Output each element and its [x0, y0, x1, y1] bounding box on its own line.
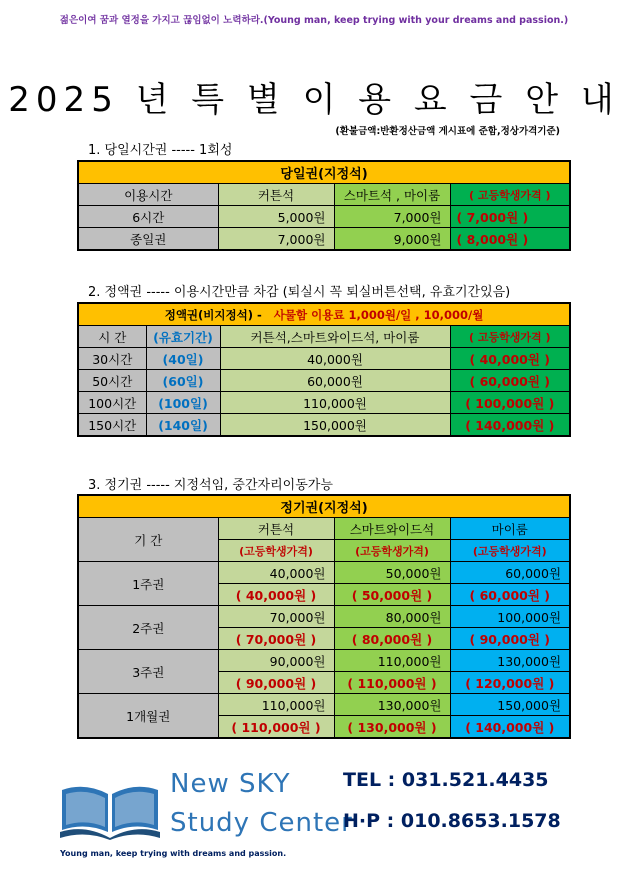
refund-note: (환불금액:반환정산금액 게시표에 준함,정상가격기준): [335, 126, 560, 137]
fixed-amount-banner: [78, 303, 570, 326]
price-cell: 110,000원: [334, 650, 450, 672]
price-cell: 110,000원: [218, 694, 334, 716]
section3-heading: 3. 정기권 ----- 지정석임, 중간자리이동가능: [88, 478, 333, 493]
table-row: [78, 414, 570, 437]
section1-heading: 1. 당일시간권 ----- 1회성: [88, 143, 233, 158]
fixed-amount-table: [77, 302, 571, 437]
banner-title: 정액권(비지정석) -: [164, 307, 262, 322]
student-price: ( 60,000원 ): [450, 370, 570, 392]
student-price: ( 80,000원 ): [334, 628, 450, 650]
price-cell: 40,000원: [220, 348, 450, 370]
row-time: 100시간: [78, 392, 146, 414]
col-myroom: 마이룸: [450, 518, 570, 540]
student-price: ( 110,000원 ): [334, 672, 450, 694]
student-price: ( 110,000원 ): [218, 716, 334, 739]
col-smart-wide: 스마트와이드석: [334, 518, 450, 540]
price-cell: 110,000원: [220, 392, 450, 414]
table-row: [78, 348, 570, 370]
row-label: 1주권: [78, 562, 218, 606]
price-cell: 150,000원: [220, 414, 450, 437]
table-row: [78, 694, 570, 716]
col-validity: (유효기간): [146, 326, 220, 348]
price-cell: 9,000원: [334, 228, 450, 251]
student-price: ( 60,000원 ): [450, 584, 570, 606]
student-price: ( 90,000원 ): [218, 672, 334, 694]
row-time: 50시간: [78, 370, 146, 392]
tel-number: TEL : 031.521.4435: [343, 769, 549, 791]
row-label: 종일권: [78, 228, 218, 251]
row-validity: (140일): [146, 414, 220, 437]
price-cell: 60,000원: [450, 562, 570, 584]
student-price: ( 90,000원 ): [450, 628, 570, 650]
student-price: ( 50,000원 ): [334, 584, 450, 606]
student-price: ( 140,000원 ): [450, 716, 570, 739]
price-cell: 150,000원: [450, 694, 570, 716]
student-price: ( 70,000원 ): [218, 628, 334, 650]
student-price: ( 40,000원 ): [450, 348, 570, 370]
page-title: 2025 년 특 별 이 용 요 금 안 내: [8, 80, 620, 120]
footer-motto: Young man, keep trying with dreams and passion.: [60, 849, 287, 858]
student-price: ( 120,000원 ): [450, 672, 570, 694]
student-price: ( 100,000원 ): [450, 392, 570, 414]
row-time: 30시간: [78, 348, 146, 370]
col-student: (고등학생가격): [334, 540, 450, 562]
col-time: 이용시간: [78, 184, 218, 206]
row-label: 2주권: [78, 606, 218, 650]
row-time: 150시간: [78, 414, 146, 437]
student-price: ( 40,000원 ): [218, 584, 334, 606]
row-validity: (40일): [146, 348, 220, 370]
price-cell: 70,000원: [218, 606, 334, 628]
price-cell: 130,000원: [450, 650, 570, 672]
logo-line1: New SKY: [170, 769, 291, 799]
table-row: [78, 370, 570, 392]
col-seats: 커튼석,스마트와이드석, 마이룸: [220, 326, 450, 348]
price-cell: 40,000원: [218, 562, 334, 584]
regular-pass-banner: 정기권(지정석): [78, 495, 570, 518]
price-cell: 80,000원: [334, 606, 450, 628]
col-curtain: 커튼석: [218, 518, 334, 540]
day-pass-table: [77, 160, 571, 251]
book-logo-icon: [60, 780, 160, 840]
price-cell: 50,000원: [334, 562, 450, 584]
col-student: ( 고등학생가격 ): [450, 184, 570, 206]
price-cell: 7,000원: [218, 228, 334, 251]
col-curtain: 커튼석: [218, 184, 334, 206]
table-row: [78, 606, 570, 628]
row-validity: (100일): [146, 392, 220, 414]
day-pass-banner: 당일권(지정석): [78, 161, 570, 184]
student-price: ( 8,000원 ): [450, 228, 570, 251]
table-row: [78, 562, 570, 584]
price-cell: 7,000원: [334, 206, 450, 228]
student-price: ( 130,000원 ): [334, 716, 450, 739]
col-time: 시 간: [78, 326, 146, 348]
price-cell: 100,000원: [450, 606, 570, 628]
regular-pass-table: [77, 494, 571, 739]
logo-line2: Study Center: [170, 808, 353, 838]
row-label: 1개월권: [78, 694, 218, 739]
table-row: [78, 392, 570, 414]
section2-heading: 2. 정액권 ----- 이용시간만큼 차감 (퇴실시 꼭 퇴실버튼선택, 유효기간있음): [88, 285, 511, 300]
col-student: ( 고등학생가격 ): [450, 326, 570, 348]
student-price: ( 7,000원 ): [450, 206, 570, 228]
row-validity: (60일): [146, 370, 220, 392]
row-label: 3주권: [78, 650, 218, 694]
locker-fee: 사물함 이용료 1,000원/일 , 10,000/월: [273, 307, 484, 322]
col-smart: 스마트석 , 마이룸: [334, 184, 450, 206]
hp-number: H·P : 010.8653.1578: [343, 810, 561, 832]
price-cell: 60,000원: [220, 370, 450, 392]
col-student: (고등학생가격): [218, 540, 334, 562]
price-cell: 5,000원: [218, 206, 334, 228]
price-cell: 130,000원: [334, 694, 450, 716]
header-motto: 젊은이여 꿈과 열정을 가지고 끊임없이 노력하라.(Young man, keep trying with your dreams and passion.): [59, 15, 569, 26]
table-row: [78, 650, 570, 672]
table-row: [78, 228, 570, 251]
price-cell: 90,000원: [218, 650, 334, 672]
row-label: 6시간: [78, 206, 218, 228]
student-price: ( 140,000원 ): [450, 414, 570, 437]
col-period: 기 간: [78, 518, 218, 562]
col-student: (고등학생가격): [450, 540, 570, 562]
table-row: [78, 206, 570, 228]
